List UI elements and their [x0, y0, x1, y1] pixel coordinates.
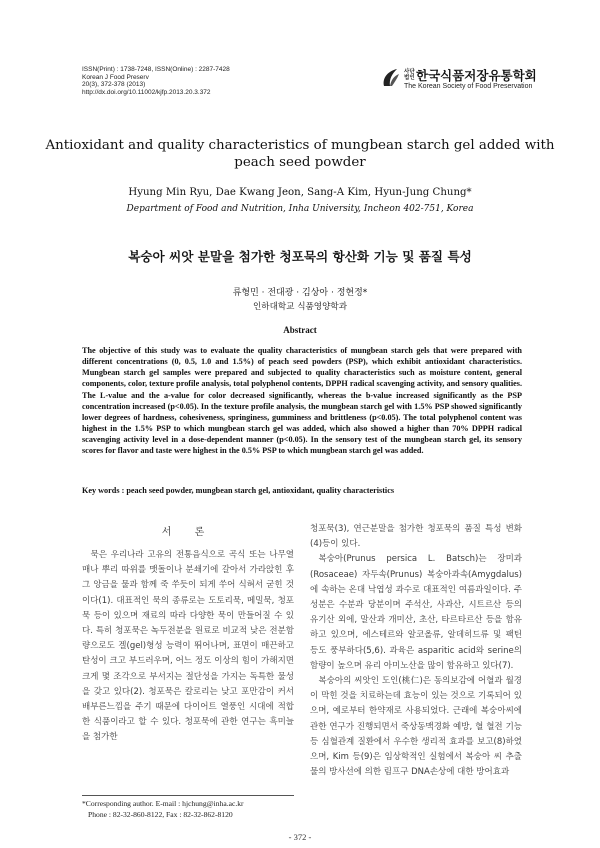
journal-name: Korean J Food Preserv — [82, 73, 149, 81]
footnote-email: *Corresponding author. E-mail : hjchung@inha.ac.kr — [82, 799, 244, 808]
authors-en: Hyung Min Ryu, Dae Kwang Jeon, Sang-A Kim, Hyun-Jung Chung* — [128, 187, 472, 198]
affiliation-en: Department of Food and Nutrition, Inha University, Incheon 402-751, Korea — [126, 204, 474, 214]
society-logo — [378, 64, 548, 94]
keywords: Key words : peach seed powder, mungbean starch gel, antioxidant, quality characteristics — [82, 486, 395, 495]
footnote-divider — [82, 795, 294, 796]
society-name-ko: 한국식품저장유통학회 — [416, 68, 537, 83]
journal-meta — [82, 66, 230, 96]
authors-ko: 류형민 · 전대광 · 김상아 · 정현정* — [232, 288, 368, 298]
paragraph: 복숭아(Prunus persica L. Batsch)는 장미과(Rosaceae) 자두속(Prunus) 복숭아과속(Amygdalus)에 속하는 온대 낙엽성 과수로 대표적인 여름과일이다. 주성분은 수분과 당분이며 주석산, 사과산, 시트르산 등의 유기산 외에, 말산과 개미산, 초산, 타르타르산 등을 함유하고 있으며, 에스테르와 알코올류, 알데히드류 및 팩틴 등도 풍부하다(5,6). 과육은 asparitic acid와 serine의 함량이 높으며 유리 아미노산을 많이 함유하고 있다(7). — [310, 554, 522, 671]
volume-line: 20(3), 372-378 (2013) — [82, 81, 146, 89]
issn-line: ISSN(Print) : 1738-7248, ISSN(Online) : 2287-7428 — [82, 66, 230, 73]
paragraph: 묵은 우리나라 고유의 전통음식으로 곡식 또는 나무열매나 뿌리 따위를 맷돌이나 분쇄기에 갈아서 가라앉힌 후그 앙금을 물과 함께 죽 쑤듯이 되게 쑤어 식혀서 굳힌 것이다(1). 대표적인 묵의 종류로는 도토리묵, 메밀묵, 청포묵 등이 있으며 재료의 따라 다양한 묵이 만들어질 수 있다. 특히 청포묵은 녹두전분을 원료로 비교적 낮은 전분함량으로도 겔(gel)형성 능력이 뛰어나며, 표면이 매끈하고 탄성이 크고 부드러우며, 어느 정도 이상의 힘이 가해지면 크게 몇 조각으로 부서지는 절단성을 가지는 독특한 물성을 갖고 있다(2). 청포묵은 칼로리는 낮고 포만감이 커서 배부른느낌을 주기 때문에 다이어트 열풍인 시대에 적합한 식품이라고 할 수 있다. 청포묵에 관한 연구는 흑미늘을 첨가한 — [82, 550, 294, 743]
society-emblem-icon — [378, 66, 402, 90]
section-heading-introduction: 서 론 — [161, 527, 215, 538]
abstract-text: The objective of this study was to evaluate the quality characteristics of mungbean starch gels that were prepared with different concentrations (0, 0.5, 1.0 and 1.5%) of peach seed powders (PSP), which exhibit antioxidant characteristics. Mungbean starch gel samples were prepared and subjected to quality characteristics such as moisture content, general components, color, texture profile analysis, total polyphenol contents, DPPH radical scavenging activity, and sensory qualities. The L-value and the a-value for color decreased significantly, whereas the b-value increased significantly as the PSP concentration increased (p<0.05). In the texture profile analysis, the mungbean starch gel with 1.5% PSP showed significantly lower degrees of hardness, cohesiveness, springiness, gumminess and brittleness (p<0.05). The total polyphenol content was highest in the 1.5% PSP to which mungbean starch gel was added, which also showed a higher than 70% DPPH radical scavenging activity level in a dose-dependent manner (p<0.05). In the sensory test of the mungbean starch gel, its sensory scores for flavor and taste were highest in the 0.5% PSP to which mungbean starch gel was added. — [82, 346, 522, 456]
society-name-en: The Korean Society of Food Preservation — [404, 83, 533, 90]
doi-link[interactable]: http://dx.doi.org/10.11002/kjfp.2013.20.3.372 — [82, 88, 211, 96]
abstract-heading: Abstract — [283, 325, 317, 335]
left-column — [82, 548, 294, 746]
logo-corp-label: 사단 법인 — [404, 69, 415, 81]
right-column — [310, 522, 522, 780]
corresponding-author-footnote — [82, 799, 244, 820]
affiliation-ko: 인하대학교 식품영양학과 — [252, 302, 348, 312]
paragraph: 복숭아의 씨앗인 도인(桃仁)은 동의보감에 어혈과 월경이 막힌 것을 치료하는데 효능이 있는 것으로 기록되어 있으며, 예로부터 한약재로 사용되었다. 근래에 복숭아씨에 관한 연구가 진행되면서 죽상동맥경화 예방, 혈 혈전 기능 등 심혈관계 질환에서 우수한 생리적 효과를 보고(8)하였으며, Kim 등(9)은 임상학적인 실험에서 복숭아 씨 추출물의 방사선에 의한 림프구 DNA손상에 대한 방어효과 — [310, 676, 522, 778]
page-number: - 372 - — [288, 832, 312, 842]
paper-title-en: Antioxidant and quality characteristics of mungbean starch gel added with peach seed powder — [45, 138, 555, 170]
footnote-phone: Phone : 82-32-860-8122, Fax : 82-32-862-8120 — [88, 809, 233, 819]
paragraph: 청포묵(3), 연근분말을 첨가한 청포묵의 품질 특성 변화(4)등이 있다. — [310, 524, 522, 550]
paper-title-ko: 복숭아 씨앗 분말을 첨가한 청포묵의 항산화 기능 및 품질 특성 — [128, 249, 472, 264]
